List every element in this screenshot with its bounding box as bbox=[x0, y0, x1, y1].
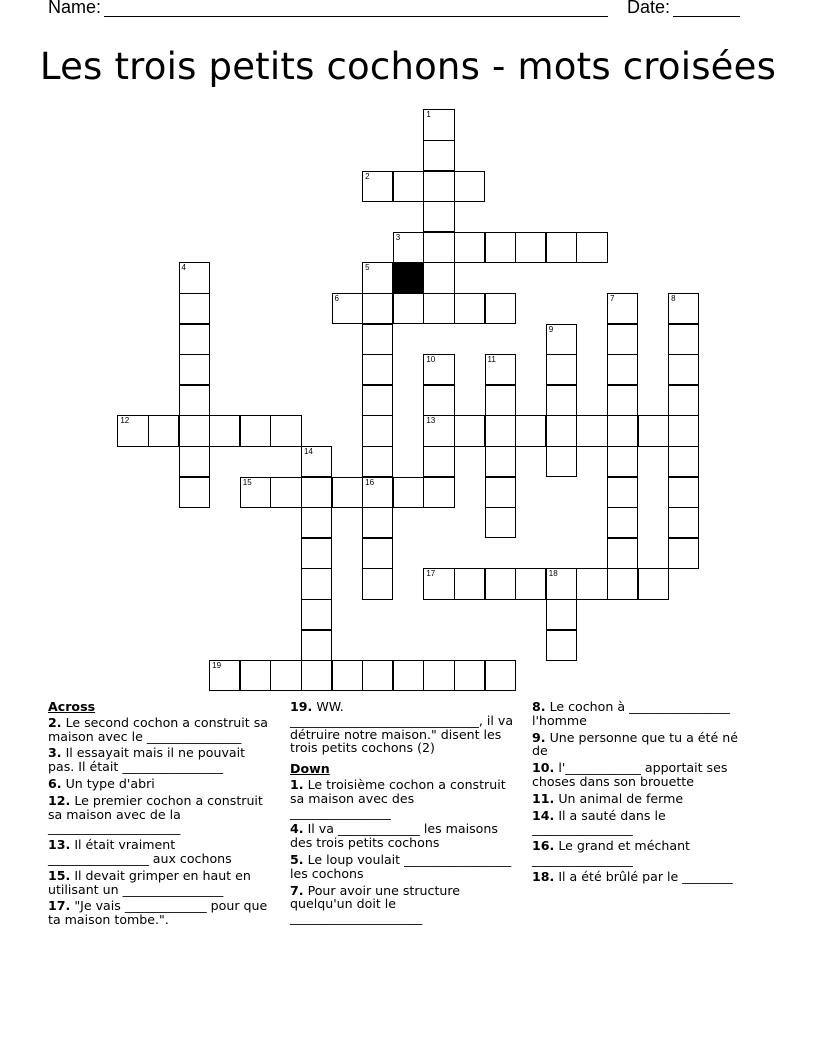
grid-cell[interactable] bbox=[454, 660, 485, 691]
clue-across-2: 2. Le second cochon a construit sa maison avec le _______________ bbox=[48, 714, 268, 744]
grid-cell[interactable] bbox=[209, 660, 240, 691]
grid-cell[interactable] bbox=[148, 415, 179, 446]
clue-across-3: 3. Il essayait mais il ne pouvait pas. Il était ________________ bbox=[48, 745, 246, 775]
grid-cell[interactable] bbox=[607, 415, 638, 446]
clue-down-16: 16. Le grand et méchant ________________ bbox=[532, 838, 690, 867]
grid-cell[interactable] bbox=[668, 293, 699, 324]
clue-down-14: 14. Il a sauté dans le ________________ bbox=[532, 807, 666, 837]
grid-cell[interactable] bbox=[546, 354, 577, 385]
name-label: Name: bbox=[48, 0, 107, 17]
grid-cell[interactable] bbox=[179, 415, 210, 446]
grid-cell[interactable] bbox=[362, 538, 393, 569]
grid-cell[interactable] bbox=[546, 324, 577, 355]
grid-cell[interactable] bbox=[454, 293, 485, 324]
clues-column-1 bbox=[48, 700, 273, 930]
cell-number: 12 bbox=[120, 416, 130, 426]
grid-cell[interactable] bbox=[485, 507, 516, 538]
grid-cell[interactable] bbox=[362, 262, 393, 293]
grid-cell[interactable] bbox=[423, 171, 454, 202]
grid-cell[interactable] bbox=[301, 568, 332, 599]
grid-cell[interactable] bbox=[607, 538, 638, 569]
grid-cell[interactable] bbox=[485, 232, 516, 263]
cell-number: 11 bbox=[487, 355, 496, 365]
grid-cell[interactable] bbox=[362, 660, 393, 691]
grid-cell[interactable] bbox=[515, 232, 546, 263]
grid-cell[interactable] bbox=[179, 446, 210, 477]
grid-cell[interactable] bbox=[546, 599, 577, 630]
cell-number: 9 bbox=[548, 324, 554, 334]
grid-cell[interactable] bbox=[179, 354, 210, 385]
grid-cell[interactable] bbox=[393, 293, 424, 324]
clue-down-8: 8. Le cochon à ________________ l'homme bbox=[532, 699, 730, 728]
cell-number: 15 bbox=[242, 477, 252, 487]
grid-cell[interactable] bbox=[546, 446, 577, 477]
grid-cell[interactable] bbox=[393, 477, 424, 508]
grid-cell[interactable] bbox=[301, 660, 332, 691]
cell-number: 2 bbox=[365, 171, 370, 181]
grid-cell[interactable] bbox=[668, 446, 699, 477]
grid-cell[interactable] bbox=[423, 140, 454, 171]
cell-number: 14 bbox=[303, 446, 313, 456]
grid-cell[interactable] bbox=[117, 415, 148, 446]
grid-cell[interactable] bbox=[332, 477, 363, 508]
clues-column-3 bbox=[532, 700, 752, 887]
grid-cell[interactable] bbox=[485, 293, 516, 324]
grid-cell[interactable] bbox=[607, 507, 638, 538]
grid-cell[interactable] bbox=[362, 477, 393, 508]
grid-cell[interactable] bbox=[270, 660, 301, 691]
cell-number: 19 bbox=[212, 661, 222, 671]
grid-cell[interactable] bbox=[485, 415, 516, 446]
grid-cell[interactable] bbox=[638, 415, 669, 446]
grid-cell[interactable] bbox=[485, 568, 516, 599]
date-label: Date: bbox=[627, 0, 676, 17]
clue-down-1: 1. Le troisième cochon a construit sa maison avec des ________________ bbox=[290, 776, 506, 820]
grid-cell[interactable] bbox=[209, 415, 240, 446]
grid-cell[interactable] bbox=[362, 171, 393, 202]
grid-cell[interactable] bbox=[546, 568, 577, 599]
grid-cell[interactable] bbox=[454, 415, 485, 446]
grid-cell[interactable] bbox=[301, 477, 332, 508]
clue-across-13: 13. Il était vraiment ________________ aux cochons bbox=[48, 837, 232, 866]
clue-across-19: 19. WW. ______________________________, il va détruire notre maison." disent les trois petits cochons (2) bbox=[290, 699, 514, 756]
grid-cell[interactable] bbox=[515, 415, 546, 446]
grid-cell[interactable] bbox=[362, 324, 393, 355]
grid-cell[interactable] bbox=[454, 171, 485, 202]
grid-cell[interactable] bbox=[485, 354, 516, 385]
clue-down-10: 10. l'____________ apportait ses choses dans son brouette bbox=[532, 760, 728, 789]
grid-cell[interactable] bbox=[270, 477, 301, 508]
clue-down-9: 9. Une personne que tu a été né de bbox=[532, 729, 738, 759]
down-heading: Down bbox=[290, 761, 330, 777]
grid-cell[interactable] bbox=[179, 324, 210, 355]
page-title: Les trois petits cochons - mots croisées bbox=[39, 45, 777, 88]
grid-cell[interactable] bbox=[607, 385, 638, 416]
clue-down-18: 18. Il a été brûlé par le ________ bbox=[532, 868, 733, 884]
grid-cell[interactable] bbox=[576, 415, 607, 446]
grid-cell[interactable] bbox=[301, 538, 332, 569]
grid-cell[interactable] bbox=[607, 568, 638, 599]
grid-cell[interactable] bbox=[485, 660, 516, 691]
across-heading: Across bbox=[48, 699, 96, 714]
cell-number: 5 bbox=[365, 263, 370, 273]
cell-number: 17 bbox=[426, 569, 436, 579]
grid-cell[interactable] bbox=[454, 568, 485, 599]
grid-cell[interactable] bbox=[423, 354, 454, 385]
grid-cell[interactable] bbox=[362, 568, 393, 599]
grid-cell[interactable] bbox=[423, 385, 454, 416]
grid-cell[interactable] bbox=[485, 385, 516, 416]
grid-cell[interactable] bbox=[179, 385, 210, 416]
grid-cell[interactable] bbox=[362, 446, 393, 477]
grid-cell[interactable] bbox=[546, 415, 577, 446]
grid-cell[interactable] bbox=[179, 262, 210, 293]
cell-number: 7 bbox=[609, 293, 615, 303]
grid-cell[interactable] bbox=[515, 568, 546, 599]
grid-cell[interactable] bbox=[301, 630, 332, 661]
grid-cell[interactable] bbox=[179, 293, 210, 324]
grid-cell[interactable] bbox=[576, 568, 607, 599]
grid-cell[interactable] bbox=[362, 385, 393, 416]
grid-cell[interactable] bbox=[607, 354, 638, 385]
cell-number: 8 bbox=[671, 293, 676, 303]
grid-cell[interactable] bbox=[423, 568, 454, 599]
clue-down-7: 7. Pour avoir une structure quelqu'un doit le _____________________ bbox=[290, 882, 461, 926]
grid-cell[interactable] bbox=[423, 415, 454, 446]
cell-number: 4 bbox=[181, 263, 186, 273]
grid-cell[interactable] bbox=[546, 232, 577, 263]
clues-column-2 bbox=[290, 700, 518, 928]
grid-cell[interactable] bbox=[423, 446, 454, 477]
clue-across-15: 15. Il devait grimper en haut en utilisant un ________________ bbox=[48, 867, 251, 897]
clue-across-17: 17. "Je vais _____________ pour que ta maison tombe.". bbox=[48, 898, 268, 928]
grid-cell[interactable] bbox=[362, 293, 393, 324]
grid-cell[interactable] bbox=[240, 415, 271, 446]
grid-cell[interactable] bbox=[668, 507, 699, 538]
grid-cell[interactable] bbox=[668, 324, 699, 355]
grid-cell[interactable] bbox=[301, 599, 332, 630]
clue-down-4: 4. Il va _____________ les maisons des trois petits cochons bbox=[290, 821, 498, 851]
grid-cell[interactable] bbox=[301, 446, 332, 477]
cell-number: 1 bbox=[426, 110, 431, 120]
grid-cell[interactable] bbox=[332, 660, 363, 691]
grid-cell[interactable] bbox=[668, 538, 699, 569]
cell-number: 6 bbox=[334, 293, 339, 303]
cell-number: 18 bbox=[548, 569, 558, 579]
grid-cell[interactable] bbox=[485, 477, 516, 508]
grid-cell[interactable] bbox=[270, 415, 301, 446]
grid-cell[interactable] bbox=[607, 324, 638, 355]
grid-cell[interactable] bbox=[576, 232, 607, 263]
grid-cell[interactable] bbox=[393, 232, 424, 263]
grid-cell[interactable] bbox=[423, 660, 454, 691]
grid-black-cell bbox=[393, 262, 424, 293]
grid-cell[interactable] bbox=[485, 446, 516, 477]
grid-cell[interactable] bbox=[393, 660, 424, 691]
grid-cell[interactable] bbox=[454, 232, 485, 263]
grid-cell[interactable] bbox=[423, 232, 454, 263]
grid-cell[interactable] bbox=[301, 507, 332, 538]
grid-cell[interactable] bbox=[607, 293, 638, 324]
grid-cell[interactable] bbox=[638, 568, 669, 599]
grid-cell[interactable] bbox=[393, 171, 424, 202]
grid-cell[interactable] bbox=[362, 507, 393, 538]
grid-cell[interactable] bbox=[607, 446, 638, 477]
clue-down-11: 11. Un animal de ferme bbox=[532, 790, 684, 806]
grid-cell[interactable] bbox=[240, 477, 271, 508]
grid-cell[interactable] bbox=[423, 201, 454, 232]
grid-cell[interactable] bbox=[362, 415, 393, 446]
grid-cell[interactable] bbox=[668, 477, 699, 508]
grid-cell[interactable] bbox=[362, 354, 393, 385]
grid-cell[interactable] bbox=[423, 477, 454, 508]
grid-cell[interactable] bbox=[179, 477, 210, 508]
grid-cell[interactable] bbox=[668, 354, 699, 385]
clue-across-12: 12. Le premier cochon a construit sa maison avec de la _____________________ bbox=[48, 792, 263, 836]
grid-cell[interactable] bbox=[668, 385, 699, 416]
grid-cell[interactable] bbox=[546, 630, 577, 661]
clue-down-5: 5. Le loup voulait _________________ les cochons bbox=[290, 851, 512, 881]
grid-cell[interactable] bbox=[423, 293, 454, 324]
grid-cell[interactable] bbox=[423, 262, 454, 293]
grid-cell[interactable] bbox=[607, 477, 638, 508]
cell-number: 13 bbox=[426, 416, 436, 426]
grid-cell[interactable] bbox=[423, 109, 454, 140]
cell-number: 16 bbox=[365, 477, 375, 487]
cell-number: 10 bbox=[426, 355, 436, 365]
clue-across-6: 6. Un type d'abri bbox=[48, 775, 155, 791]
cell-number: 3 bbox=[395, 232, 401, 242]
grid-cell[interactable] bbox=[546, 385, 577, 416]
grid-cell[interactable] bbox=[240, 660, 271, 691]
grid-cell[interactable] bbox=[668, 415, 699, 446]
grid-cell[interactable] bbox=[332, 293, 363, 324]
